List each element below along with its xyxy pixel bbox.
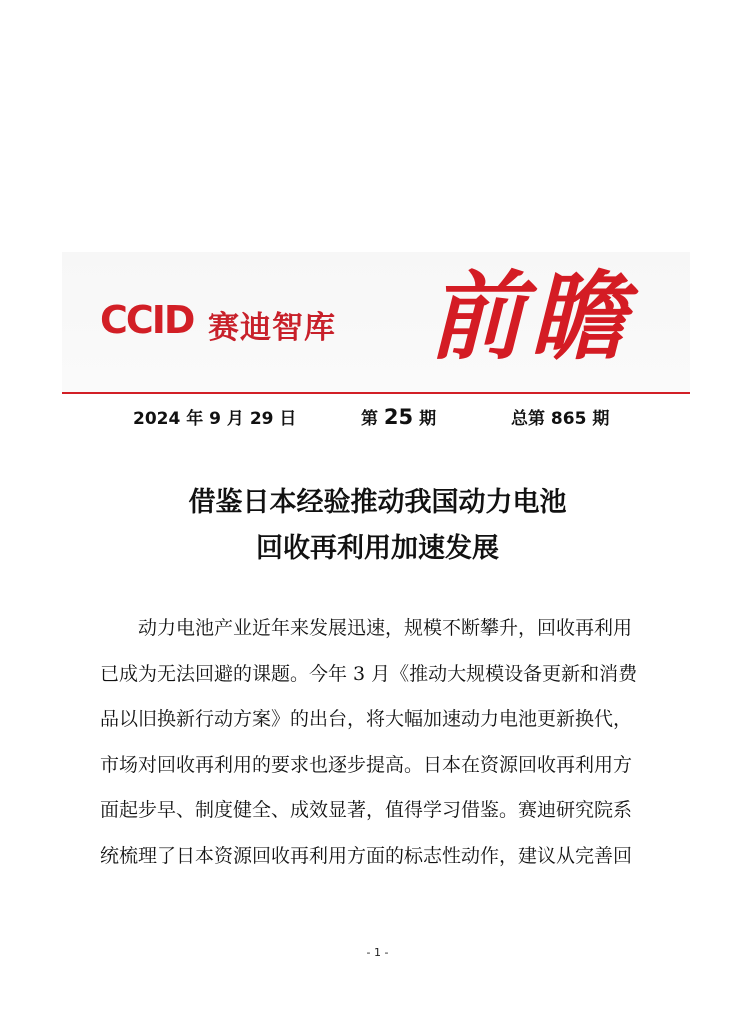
article-title-line-2: 回收再利用加速发展 (256, 533, 499, 564)
ccid-logo: CCID (100, 298, 194, 342)
issue-number (361, 404, 436, 429)
body-line: 统梳理了日本资源回收再利用方面的标志性动作，建议从完善回 (100, 844, 633, 867)
issue-number-value: 25 (383, 405, 414, 429)
issue-date: 2024 年 9 月 29 日 (133, 409, 297, 429)
issue-total: 总第 865 期 (511, 409, 610, 429)
page-number: - 1 - (366, 946, 389, 959)
body-line: 已成为无法回避的课题。今年 3 月《推动大规模设备更新和消费 (100, 662, 638, 685)
body-line: 品以旧换新行动方案》的出台，将大幅加速动力电池更新换代， (100, 708, 633, 730)
body-line: 动力电池产业近年来发展迅速，规模不断攀升，回收再利用 (138, 617, 633, 639)
ccid-logo-cn: 赛迪智库 (208, 310, 336, 346)
body-line: 市场对回收再利用的要求也逐步提高。日本在资源回收再利用方 (100, 753, 633, 776)
issue-number-prefix: 第 (361, 409, 378, 429)
header-divider (62, 392, 690, 394)
article-title-line-1: 借鉴日本经验推动我国动力电池 (188, 487, 567, 518)
body-line: 面起步早、制度健全、成效显著，值得学习借鉴。赛迪研究院系 (100, 799, 633, 821)
brand-calligraphy: 前瞻 (428, 260, 632, 373)
issue-number-suffix: 期 (419, 409, 437, 429)
article-body (100, 606, 660, 879)
